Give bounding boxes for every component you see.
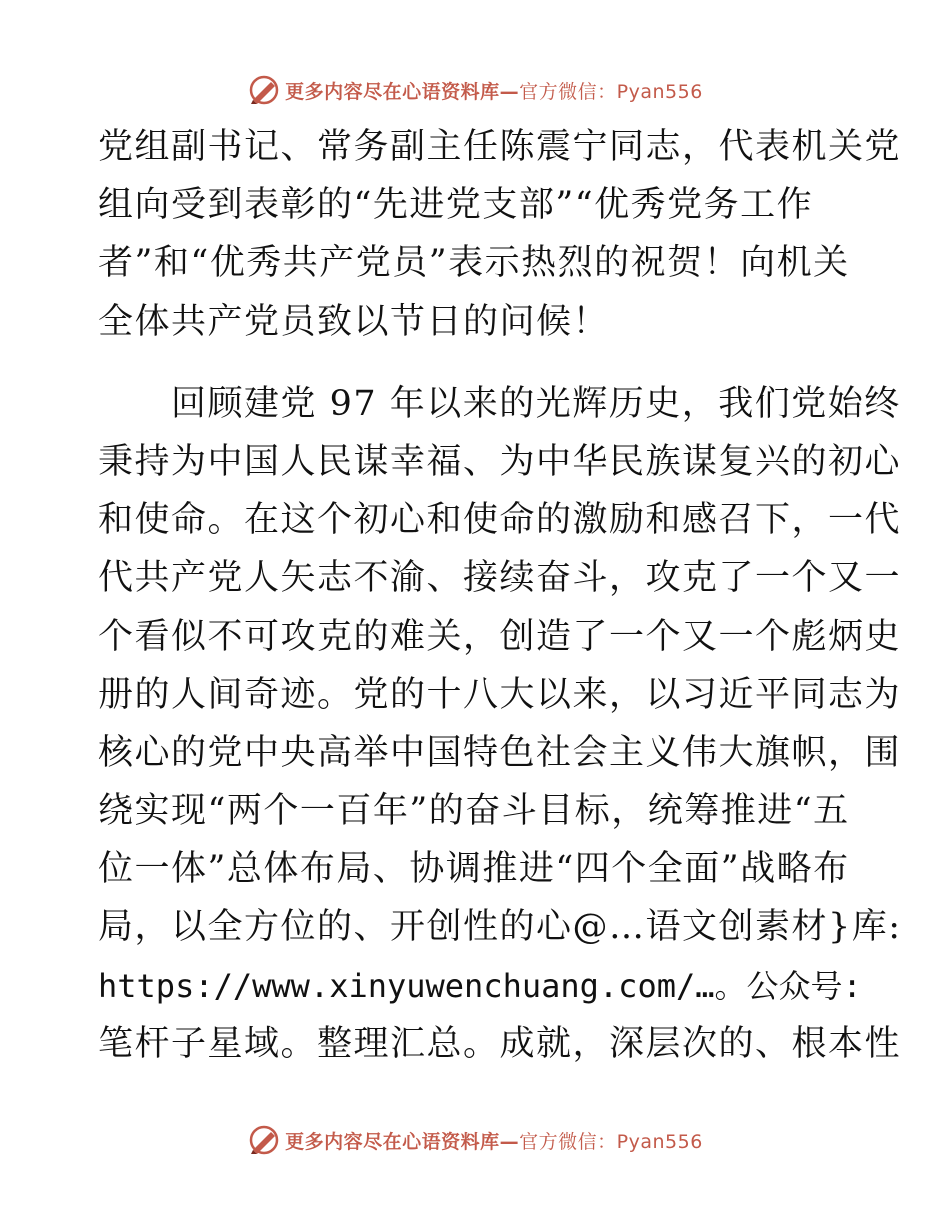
- text-line: 核心的党中央高举中国特色社会主义伟大旗帜，围: [98, 732, 902, 773]
- text-line: 党组副书记、常务副主任陈震宁同志，代表机关党: [98, 127, 902, 167]
- text-line: 全体共产党员致以节日的问候！: [98, 301, 610, 342]
- text-line: 秉持为中国人民谋幸福、为中华民族谋复兴的初心: [98, 441, 902, 482]
- text-line: 位一体”总体布局、协调推进“四个全面”战略布: [98, 849, 850, 890]
- text-line: 笔杆子星域。整理汇总。成就，深层次的、根本性: [98, 1023, 902, 1064]
- text-line: 和使命。在这个初心和使命的激励和感召下，一代: [98, 500, 902, 541]
- paragraph-2: [98, 375, 902, 1073]
- header-banner: [0, 70, 950, 110]
- header-wechat-id: 官方微信：Pyan556: [519, 80, 703, 103]
- text-line: 者”和“优秀共产党员”表示热烈的祝贺！向机关: [98, 243, 850, 284]
- text-line: 回顾建党 97 年以来的光辉历史，我们党始终: [98, 383, 901, 424]
- text-line: 局，以全方位的、开创性的心@…语文创素材}库:: [98, 907, 902, 948]
- pen-logo-icon: [247, 1123, 281, 1157]
- text-line: 绕实现“两个一百年”的奋斗目标，统筹推进“五: [98, 791, 850, 832]
- text-line: 组向受到表彰的“先进党支部”“优秀党务工作: [98, 185, 814, 226]
- paragraph-1: [98, 118, 902, 351]
- url-line: https://www.xinyuwenchuang.com/…。公众号:: [98, 966, 862, 1005]
- text-line: 代共产党人矢志不渝、接续奋斗，攻克了一个又一: [98, 558, 902, 599]
- footer-banner-text: 更多内容尽在心语资料库—官方微信：Pyan556: [285, 1130, 703, 1153]
- paragraph-gap: [98, 351, 858, 375]
- footer-wechat-id: 官方微信：Pyan556: [519, 1130, 703, 1153]
- text-line: 个看似不可攻克的难关，创造了一个又一个彪炳史: [98, 616, 902, 657]
- document-body: [98, 118, 902, 1073]
- footer-banner: [0, 1120, 950, 1160]
- text-line: 册的人间奇迹。党的十八大以来，以习近平同志为: [98, 674, 902, 715]
- pen-logo-icon: [247, 73, 281, 107]
- header-banner-text: 更多内容尽在心语资料库—官方微信：Pyan556: [285, 80, 703, 103]
